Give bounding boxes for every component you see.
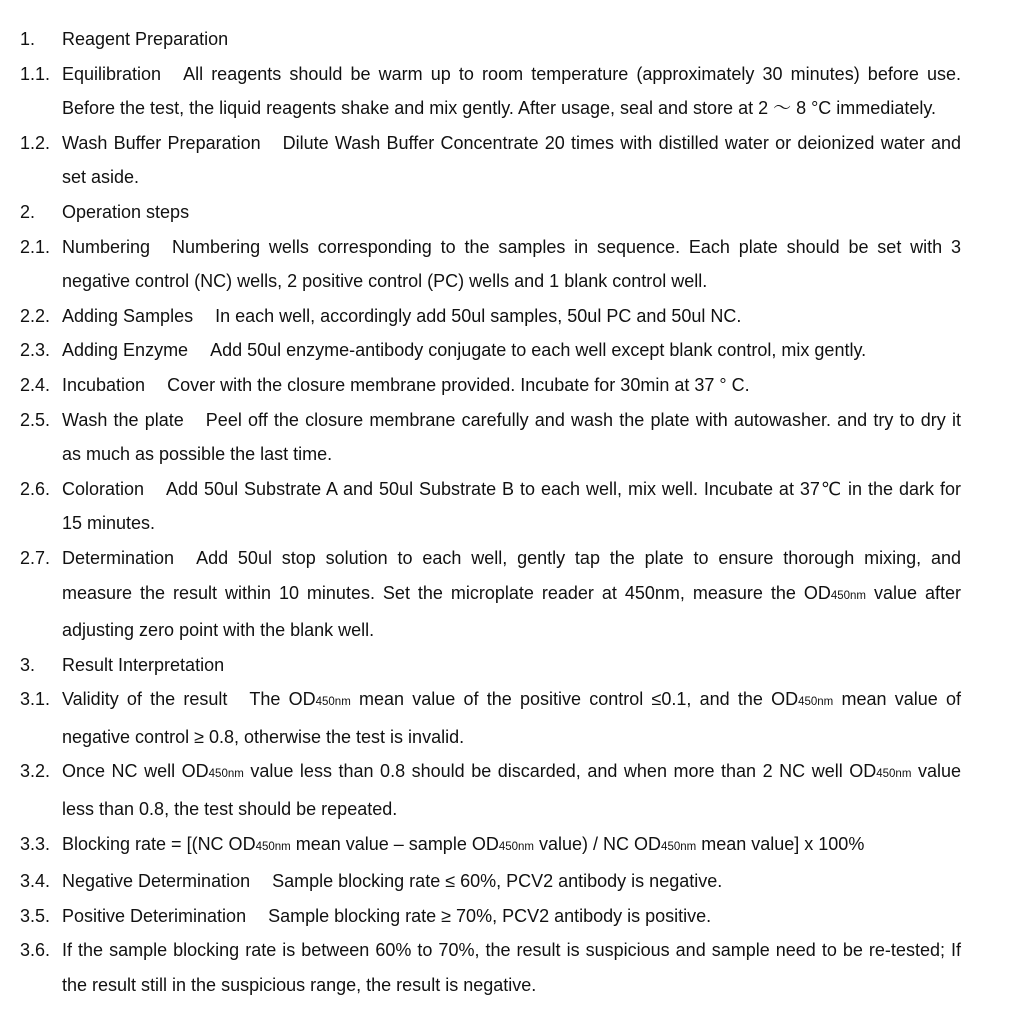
item-body: Add 50ul Substrate A and 50ul Substrate B to each well, mix well. Incubate at 37℃ in the dark for 15 minutes.: [62, 478, 961, 534]
item-heading: Positive Deterimination: [62, 905, 247, 926]
list-item: [20, 299, 961, 334]
item-heading: Equilibration: [62, 63, 162, 84]
item-heading: Reagent Preparation: [62, 29, 229, 49]
item-body: Blocking rate = [(NC OD450nm mean value – sample OD450nm value) / NC OD450nm mean value] x 100%: [62, 833, 865, 854]
item-heading: Wash Buffer Preparation: [62, 132, 261, 153]
item-heading: Determination: [62, 547, 175, 568]
list-item: [20, 472, 961, 541]
list-item: [20, 230, 961, 299]
item-number: 3.5.: [20, 905, 51, 926]
item-number: 2.4.: [20, 374, 51, 395]
list-item: [20, 933, 961, 1002]
list-item: [20, 648, 961, 683]
item-text: [62, 57, 961, 126]
list-item: [20, 827, 961, 865]
item-number: 2.7.: [20, 547, 51, 568]
list-item: [20, 754, 961, 826]
list-item: [20, 22, 961, 57]
item-heading: Negative Determination: [62, 871, 251, 892]
list-item: [20, 682, 961, 754]
item-number: 2.: [20, 201, 36, 222]
item-text: [62, 541, 961, 648]
item-number: 3.2.: [20, 761, 51, 782]
item-number: 2.2.: [20, 305, 51, 326]
list-item: [20, 368, 961, 403]
item-text: [62, 195, 961, 230]
item-text: [62, 682, 961, 754]
item-heading: Adding Samples: [62, 305, 194, 326]
item-text: [62, 754, 961, 826]
item-number: 2.1.: [20, 236, 51, 257]
list-item: [20, 541, 961, 648]
item-text: [62, 22, 961, 57]
item-number: 2.3.: [20, 340, 51, 361]
item-text: [62, 648, 961, 683]
item-number: 3.4.: [20, 871, 51, 892]
item-heading: Incubation: [62, 374, 146, 395]
item-number: 3.3.: [20, 833, 51, 854]
item-number: 1.2.: [20, 132, 51, 153]
list-item: [20, 195, 961, 230]
item-body: Sample blocking rate ≤ 60%, PCV2 antibody is negative.: [272, 871, 723, 892]
item-body: Numbering wells corresponding to the samples in sequence. Each plate should be set with 3 negative control (NC) wells, 2 positive control (PC) wells and 1 blank control well.: [62, 236, 961, 292]
list-item: [20, 899, 961, 934]
item-number: 2.5.: [20, 409, 51, 430]
item-heading: Wash the plate: [62, 409, 184, 430]
item-number: 3.: [20, 654, 36, 675]
item-heading: Result Interpretation: [62, 654, 225, 675]
item-heading: Adding Enzyme: [62, 340, 189, 361]
item-text: [62, 403, 961, 472]
item-body: Cover with the closure membrane provided. Incubate for 30min at 37 ° C.: [167, 374, 750, 395]
item-text: [62, 368, 961, 403]
item-body: All reagents should be warm up to room temperature (approximately 30 minutes) before use. Before the test, the liquid reagents shake and mix gently. After usage, seal and store at 2 ～ 8 °C immediately.: [62, 63, 961, 119]
list-item: [20, 333, 961, 368]
list-item: [20, 57, 961, 126]
item-body: Dilute Wash Buffer Concentrate 20 times with distilled water or deionized water and set aside.: [62, 132, 962, 188]
item-body: The OD450nm mean value of the positive control ≤0.1, and the OD450nm mean value of negative control ≥ 0.8, otherwise the test is invalid.: [62, 689, 961, 747]
item-body: Peel off the closure membrane carefully and wash the plate with autowasher. and try to dry it as much as possible the last time.: [62, 409, 961, 465]
item-number: 2.6.: [20, 478, 51, 499]
list-item: [20, 126, 961, 195]
list-item: [20, 864, 961, 899]
item-text: [62, 472, 961, 541]
item-body: Sample blocking rate ≥ 70%, PCV2 antibody is positive.: [268, 905, 712, 926]
item-text: [62, 333, 961, 368]
item-body: If the sample blocking rate is between 60% to 70%, the result is suspicious and sample need to be re-tested; If the result still in the suspicious range, the result is negative.: [62, 940, 961, 996]
item-text: [62, 827, 961, 865]
item-body: Once NC well OD450nm value less than 0.8 should be discarded, and when more than 2 NC well OD450nm value less than 0.8, the test should be repeated.: [62, 761, 961, 820]
item-heading: Operation steps: [62, 201, 190, 222]
item-body: Add 50ul enzyme-antibody conjugate to each well except blank control, mix gently.: [210, 340, 867, 361]
item-text: [62, 230, 961, 299]
item-text: [62, 899, 961, 934]
item-heading: Numbering: [62, 236, 151, 257]
item-text: [62, 299, 961, 334]
item-body: In each well, accordingly add 50ul samples, 50ul PC and 50ul NC.: [215, 305, 742, 326]
item-number: 1.1.: [20, 63, 51, 84]
item-heading: Coloration: [62, 478, 145, 499]
item-number: 3.1.: [20, 689, 51, 710]
item-body: Add 50ul stop solution to each well, gently tap the plate to ensure thorough mixing, and measure the result within 10 minutes. Set the microplate reader at 450nm, measure the OD450nm value after adjusting zero point with the blank well.: [62, 547, 961, 641]
item-heading: Validity of the result: [62, 689, 228, 710]
list-item: [20, 403, 961, 472]
item-number: 1.: [20, 29, 36, 49]
item-number: 3.6.: [20, 940, 51, 961]
item-text: [62, 126, 961, 195]
item-text: [62, 933, 961, 1002]
item-text: [62, 864, 961, 899]
